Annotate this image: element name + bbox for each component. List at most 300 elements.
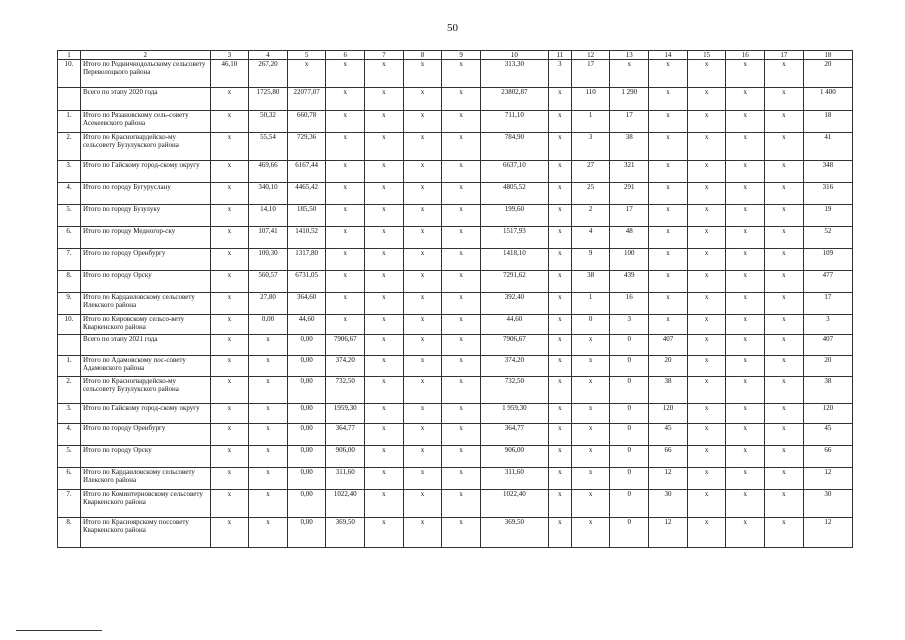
value-cell: 17 bbox=[610, 111, 649, 133]
value-cell: x bbox=[687, 356, 726, 377]
value-cell: x bbox=[403, 227, 442, 249]
value-cell: 0,00 bbox=[287, 424, 326, 446]
value-cell: x bbox=[442, 315, 481, 335]
value-cell: x bbox=[726, 424, 765, 446]
table-row bbox=[58, 205, 853, 227]
value-cell: x bbox=[249, 356, 288, 377]
value-cell: x bbox=[365, 446, 404, 468]
row-name-cell: Итого по Родничнодольскому сельсовету Переволоцкого района bbox=[80, 60, 210, 88]
value-cell: x bbox=[442, 161, 481, 183]
column-number-10: 10 bbox=[480, 51, 548, 60]
value-cell: x bbox=[210, 377, 249, 404]
column-number-16: 16 bbox=[726, 51, 765, 60]
value-cell: x bbox=[765, 271, 804, 293]
value-cell: x bbox=[726, 293, 765, 315]
value-cell: 6731,05 bbox=[287, 271, 326, 293]
value-cell: x bbox=[210, 446, 249, 468]
value-cell: x bbox=[442, 271, 481, 293]
value-cell: x bbox=[365, 293, 404, 315]
table-row bbox=[58, 249, 853, 271]
row-number-cell: 3. bbox=[58, 404, 81, 424]
value-cell: x bbox=[687, 424, 726, 446]
value-cell: x bbox=[403, 133, 442, 161]
value-cell: x bbox=[326, 249, 365, 271]
value-cell: 20 bbox=[649, 356, 688, 377]
value-cell: 100,30 bbox=[249, 249, 288, 271]
value-cell: x bbox=[442, 468, 481, 490]
value-cell: 12 bbox=[649, 468, 688, 490]
value-cell: x bbox=[403, 293, 442, 315]
value-cell: 66 bbox=[803, 446, 852, 468]
value-cell: x bbox=[726, 111, 765, 133]
value-cell: x bbox=[210, 88, 249, 111]
column-number-5: 5 bbox=[287, 51, 326, 60]
value-cell: 7906,67 bbox=[326, 335, 365, 356]
value-cell: x bbox=[649, 205, 688, 227]
row-number-cell: 7. bbox=[58, 490, 81, 518]
value-cell: x bbox=[442, 446, 481, 468]
value-cell: x bbox=[548, 315, 571, 335]
value-cell: 560,57 bbox=[249, 271, 288, 293]
value-cell: x bbox=[442, 293, 481, 315]
value-cell: x bbox=[765, 88, 804, 111]
value-cell: x bbox=[726, 356, 765, 377]
value-cell: x bbox=[365, 271, 404, 293]
value-cell: 45 bbox=[649, 424, 688, 446]
value-cell: 45 bbox=[803, 424, 852, 446]
value-cell: x bbox=[687, 249, 726, 271]
row-number-cell: 5. bbox=[58, 205, 81, 227]
value-cell: 1 bbox=[571, 293, 610, 315]
table-row bbox=[58, 227, 853, 249]
value-cell: x bbox=[726, 377, 765, 404]
value-cell: x bbox=[548, 293, 571, 315]
value-cell: x bbox=[687, 88, 726, 111]
value-cell: x bbox=[403, 161, 442, 183]
row-number-cell: 6. bbox=[58, 468, 81, 490]
value-cell: 1410,52 bbox=[287, 227, 326, 249]
value-cell: x bbox=[210, 335, 249, 356]
value-cell: x bbox=[571, 446, 610, 468]
value-cell: 41 bbox=[803, 133, 852, 161]
value-cell: 3 bbox=[571, 133, 610, 161]
column-number-6: 6 bbox=[326, 51, 365, 60]
value-cell: x bbox=[249, 490, 288, 518]
value-cell: x bbox=[442, 133, 481, 161]
row-name-cell: Итого по городу Оренбургу bbox=[80, 424, 210, 446]
value-cell: 120 bbox=[803, 404, 852, 424]
value-cell: x bbox=[365, 249, 404, 271]
row-name-cell: Итого по Красногвардейско-му сельсовету Бузулукского района bbox=[80, 377, 210, 404]
value-cell: 364,77 bbox=[480, 424, 548, 446]
table-row bbox=[58, 404, 853, 424]
value-cell: x bbox=[687, 205, 726, 227]
value-cell: x bbox=[571, 468, 610, 490]
value-cell: x bbox=[403, 335, 442, 356]
value-cell: x bbox=[403, 249, 442, 271]
column-number-12: 12 bbox=[571, 51, 610, 60]
value-cell: x bbox=[210, 205, 249, 227]
value-cell: 6637,10 bbox=[480, 161, 548, 183]
table-row bbox=[58, 335, 853, 356]
table-row bbox=[58, 161, 853, 183]
value-cell: x bbox=[326, 315, 365, 335]
value-cell: x bbox=[687, 468, 726, 490]
value-cell: 0,00 bbox=[287, 490, 326, 518]
value-cell: x bbox=[365, 88, 404, 111]
value-cell: x bbox=[687, 183, 726, 205]
value-cell: 0 bbox=[610, 356, 649, 377]
value-cell: 1022,40 bbox=[480, 490, 548, 518]
row-name-cell: Итого по Кардаиловскому сельсовету Илекского района bbox=[80, 468, 210, 490]
value-cell: x bbox=[403, 271, 442, 293]
value-cell: 660,78 bbox=[287, 111, 326, 133]
column-number-4: 4 bbox=[249, 51, 288, 60]
value-cell: x bbox=[403, 404, 442, 424]
value-cell: x bbox=[548, 249, 571, 271]
value-cell: x bbox=[210, 133, 249, 161]
value-cell: x bbox=[210, 183, 249, 205]
value-cell: 0 bbox=[610, 335, 649, 356]
value-cell: 3 bbox=[610, 315, 649, 335]
value-cell: x bbox=[687, 446, 726, 468]
row-number-cell bbox=[58, 335, 81, 356]
value-cell: 364,60 bbox=[287, 293, 326, 315]
value-cell: 3 bbox=[548, 60, 571, 88]
value-cell: 0,00 bbox=[287, 446, 326, 468]
value-cell: x bbox=[548, 377, 571, 404]
value-cell: x bbox=[326, 88, 365, 111]
value-cell: x bbox=[548, 133, 571, 161]
value-cell: 1 bbox=[571, 111, 610, 133]
table-row bbox=[58, 183, 853, 205]
value-cell: x bbox=[726, 205, 765, 227]
value-cell: 311,60 bbox=[326, 468, 365, 490]
value-cell: 3 bbox=[803, 315, 852, 335]
value-cell: x bbox=[365, 227, 404, 249]
value-cell: 0 bbox=[610, 424, 649, 446]
value-cell: x bbox=[287, 60, 326, 88]
value-cell: x bbox=[765, 183, 804, 205]
value-cell: x bbox=[442, 60, 481, 88]
row-name-cell: Итого по Адамовскому пос-совету Адамовского района bbox=[80, 356, 210, 377]
value-cell: x bbox=[442, 356, 481, 377]
value-cell: 0,00 bbox=[287, 377, 326, 404]
value-cell: x bbox=[326, 111, 365, 133]
table-row bbox=[58, 271, 853, 293]
value-cell: x bbox=[610, 60, 649, 88]
row-name-cell: Итого по городу Орску bbox=[80, 271, 210, 293]
table-row bbox=[58, 88, 853, 111]
value-cell: x bbox=[365, 356, 404, 377]
value-cell: x bbox=[365, 205, 404, 227]
column-number-2: 2 bbox=[80, 51, 210, 60]
value-cell: 110 bbox=[571, 88, 610, 111]
value-cell: x bbox=[365, 133, 404, 161]
value-cell: x bbox=[548, 356, 571, 377]
row-name-cell: Итого по городу Медногор-ску bbox=[80, 227, 210, 249]
table-row bbox=[58, 111, 853, 133]
value-cell: x bbox=[687, 271, 726, 293]
table-row bbox=[58, 293, 853, 315]
value-cell: x bbox=[726, 518, 765, 548]
value-cell: x bbox=[442, 111, 481, 133]
value-cell: x bbox=[210, 161, 249, 183]
value-cell: x bbox=[326, 227, 365, 249]
value-cell: x bbox=[571, 404, 610, 424]
value-cell: x bbox=[365, 518, 404, 548]
value-cell: x bbox=[649, 249, 688, 271]
value-cell: x bbox=[365, 111, 404, 133]
table-row bbox=[58, 490, 853, 518]
row-name-cell: Итого по городу Бузулуку bbox=[80, 205, 210, 227]
value-cell: x bbox=[687, 293, 726, 315]
row-number-cell: 3. bbox=[58, 161, 81, 183]
value-cell: x bbox=[442, 377, 481, 404]
value-cell: x bbox=[765, 111, 804, 133]
column-number-3: 3 bbox=[210, 51, 249, 60]
value-cell: x bbox=[365, 335, 404, 356]
value-cell: x bbox=[726, 468, 765, 490]
row-name-cell: Итого по Красноярскому поссовету Кваркенского района bbox=[80, 518, 210, 548]
value-cell: x bbox=[403, 377, 442, 404]
table-row bbox=[58, 446, 853, 468]
row-name-cell: Всего по этапу 2020 года bbox=[80, 88, 210, 111]
value-cell: x bbox=[403, 88, 442, 111]
column-number-14: 14 bbox=[649, 51, 688, 60]
value-cell: x bbox=[548, 424, 571, 446]
value-cell: x bbox=[765, 205, 804, 227]
value-cell: x bbox=[442, 249, 481, 271]
row-name-cell: Итого по Рязановскому сель-совету Асекеевского района bbox=[80, 111, 210, 133]
value-cell: x bbox=[210, 490, 249, 518]
value-cell: 407 bbox=[649, 335, 688, 356]
value-cell: x bbox=[649, 227, 688, 249]
row-number-cell: 9. bbox=[58, 293, 81, 315]
value-cell: 0,00 bbox=[287, 404, 326, 424]
row-number-cell: 10. bbox=[58, 60, 81, 88]
value-cell: 1 290 bbox=[610, 88, 649, 111]
value-cell: x bbox=[249, 446, 288, 468]
value-cell: 14,10 bbox=[249, 205, 288, 227]
value-cell: 17 bbox=[803, 293, 852, 315]
value-cell: x bbox=[571, 490, 610, 518]
row-number-cell: 8. bbox=[58, 518, 81, 548]
value-cell: x bbox=[403, 446, 442, 468]
value-cell: 4805,52 bbox=[480, 183, 548, 205]
value-cell: 27 bbox=[571, 161, 610, 183]
value-cell: 38 bbox=[571, 271, 610, 293]
row-number-cell bbox=[58, 88, 81, 111]
value-cell: 38 bbox=[649, 377, 688, 404]
value-cell: x bbox=[365, 183, 404, 205]
value-cell: 4 bbox=[571, 227, 610, 249]
value-cell: x bbox=[765, 468, 804, 490]
value-cell: 784,90 bbox=[480, 133, 548, 161]
value-cell: 711,10 bbox=[480, 111, 548, 133]
value-cell: x bbox=[210, 518, 249, 548]
value-cell: 407 bbox=[803, 335, 852, 356]
value-cell: x bbox=[726, 490, 765, 518]
value-cell: 12 bbox=[803, 468, 852, 490]
value-cell: 340,10 bbox=[249, 183, 288, 205]
value-cell: x bbox=[687, 133, 726, 161]
value-cell: x bbox=[548, 518, 571, 548]
value-cell: x bbox=[326, 271, 365, 293]
table-row bbox=[58, 518, 853, 548]
value-cell: x bbox=[442, 183, 481, 205]
value-cell: 321 bbox=[610, 161, 649, 183]
value-cell: 17 bbox=[571, 60, 610, 88]
row-name-cell: Итого по Красногвардейско-му сельсовету Бузулукского района bbox=[80, 133, 210, 161]
value-cell: 0,00 bbox=[287, 468, 326, 490]
value-cell: x bbox=[210, 424, 249, 446]
value-cell: 185,50 bbox=[287, 205, 326, 227]
value-cell: 120 bbox=[649, 404, 688, 424]
value-cell: 729,36 bbox=[287, 133, 326, 161]
value-cell: x bbox=[548, 111, 571, 133]
row-name-cell: Всего по этапу 2021 года bbox=[80, 335, 210, 356]
value-cell: x bbox=[442, 518, 481, 548]
value-cell: 439 bbox=[610, 271, 649, 293]
data-table bbox=[57, 50, 853, 548]
value-cell: 732,50 bbox=[480, 377, 548, 404]
row-number-cell: 1. bbox=[58, 111, 81, 133]
value-cell: x bbox=[210, 315, 249, 335]
value-cell: x bbox=[649, 133, 688, 161]
table-row bbox=[58, 424, 853, 446]
value-cell: x bbox=[326, 183, 365, 205]
value-cell: x bbox=[326, 161, 365, 183]
value-cell: x bbox=[403, 205, 442, 227]
value-cell: x bbox=[365, 315, 404, 335]
value-cell: 199,60 bbox=[480, 205, 548, 227]
value-cell: x bbox=[403, 183, 442, 205]
value-cell: x bbox=[726, 133, 765, 161]
column-number-9: 9 bbox=[442, 51, 481, 60]
value-cell: 1 400 bbox=[803, 88, 852, 111]
footnote-divider bbox=[16, 630, 102, 631]
value-cell: x bbox=[726, 161, 765, 183]
column-number-17: 17 bbox=[765, 51, 804, 60]
value-cell: 17 bbox=[610, 205, 649, 227]
value-cell: x bbox=[726, 249, 765, 271]
value-cell: x bbox=[687, 111, 726, 133]
value-cell: x bbox=[442, 335, 481, 356]
row-name-cell: Итого по Кардаиловскому сельсовету Илекского района bbox=[80, 293, 210, 315]
value-cell: x bbox=[249, 335, 288, 356]
value-cell: 23802,87 bbox=[480, 88, 548, 111]
value-cell: 30 bbox=[649, 490, 688, 518]
value-cell: x bbox=[365, 424, 404, 446]
value-cell: 44,60 bbox=[480, 315, 548, 335]
value-cell: x bbox=[649, 111, 688, 133]
table-row bbox=[58, 356, 853, 377]
row-name-cell: Итого по городу Бугуруслану bbox=[80, 183, 210, 205]
value-cell: x bbox=[571, 335, 610, 356]
row-number-cell: 10. bbox=[58, 315, 81, 335]
value-cell: x bbox=[548, 205, 571, 227]
column-number-8: 8 bbox=[403, 51, 442, 60]
table-row bbox=[58, 315, 853, 335]
value-cell: x bbox=[403, 111, 442, 133]
value-cell: x bbox=[687, 377, 726, 404]
value-cell: 369,50 bbox=[480, 518, 548, 548]
value-cell: x bbox=[365, 377, 404, 404]
value-cell: 364,77 bbox=[326, 424, 365, 446]
table-row bbox=[58, 468, 853, 490]
value-cell: x bbox=[765, 356, 804, 377]
value-cell: x bbox=[442, 404, 481, 424]
column-number-18: 18 bbox=[803, 51, 852, 60]
value-cell: 7906,67 bbox=[480, 335, 548, 356]
row-name-cell: Итого по Гайскому город-скому округу bbox=[80, 161, 210, 183]
value-cell: 30 bbox=[803, 490, 852, 518]
value-cell: x bbox=[765, 377, 804, 404]
value-cell: 0,00 bbox=[249, 315, 288, 335]
value-cell: 46,10 bbox=[210, 60, 249, 88]
value-cell: x bbox=[765, 404, 804, 424]
value-cell: 38 bbox=[610, 133, 649, 161]
column-number-13: 13 bbox=[610, 51, 649, 60]
value-cell: 311,60 bbox=[480, 468, 548, 490]
value-cell: x bbox=[548, 404, 571, 424]
row-name-cell: Итого по городу Орску bbox=[80, 446, 210, 468]
value-cell: x bbox=[548, 227, 571, 249]
value-cell: 1317,80 bbox=[287, 249, 326, 271]
value-cell: x bbox=[726, 404, 765, 424]
value-cell: x bbox=[442, 227, 481, 249]
value-cell: x bbox=[765, 293, 804, 315]
value-cell: x bbox=[765, 446, 804, 468]
value-cell: x bbox=[210, 227, 249, 249]
value-cell: x bbox=[649, 161, 688, 183]
value-cell: x bbox=[726, 446, 765, 468]
value-cell: x bbox=[571, 377, 610, 404]
value-cell: x bbox=[442, 490, 481, 518]
value-cell: x bbox=[326, 205, 365, 227]
value-cell: 16 bbox=[610, 293, 649, 315]
value-cell: x bbox=[765, 424, 804, 446]
value-cell: x bbox=[365, 490, 404, 518]
value-cell: x bbox=[687, 490, 726, 518]
value-cell: x bbox=[765, 161, 804, 183]
value-cell: 12 bbox=[803, 518, 852, 548]
value-cell: x bbox=[548, 490, 571, 518]
value-cell: x bbox=[571, 518, 610, 548]
row-number-cell: 4. bbox=[58, 183, 81, 205]
value-cell: x bbox=[765, 335, 804, 356]
value-cell: 6167,44 bbox=[287, 161, 326, 183]
value-cell: x bbox=[548, 468, 571, 490]
value-cell: 20 bbox=[803, 356, 852, 377]
value-cell: 1725,80 bbox=[249, 88, 288, 111]
value-cell: 0 bbox=[610, 468, 649, 490]
value-cell: 0 bbox=[610, 404, 649, 424]
value-cell: x bbox=[687, 335, 726, 356]
value-cell: x bbox=[403, 60, 442, 88]
value-cell: 0,00 bbox=[287, 356, 326, 377]
value-cell: x bbox=[365, 60, 404, 88]
value-cell: 906,00 bbox=[326, 446, 365, 468]
value-cell: 1022,40 bbox=[326, 490, 365, 518]
value-cell: x bbox=[442, 205, 481, 227]
value-cell: x bbox=[210, 111, 249, 133]
value-cell: 19 bbox=[803, 205, 852, 227]
value-cell: x bbox=[649, 315, 688, 335]
row-number-cell: 1. bbox=[58, 356, 81, 377]
column-number-15: 15 bbox=[687, 51, 726, 60]
